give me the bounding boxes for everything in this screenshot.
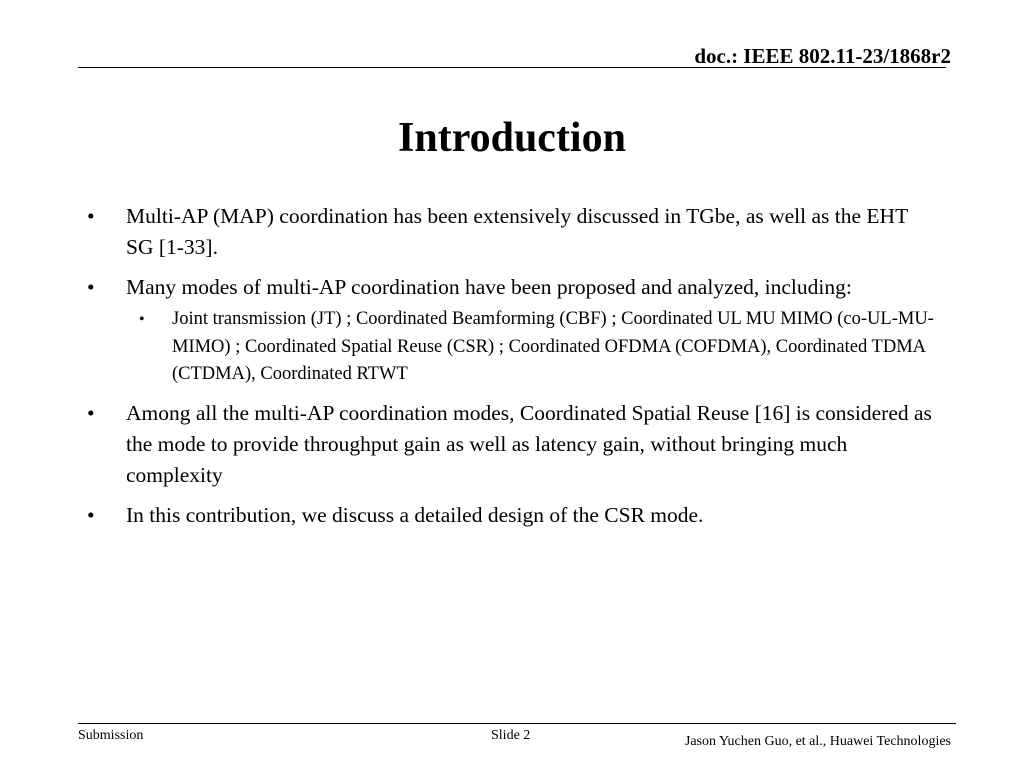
bullet-text: Many modes of multi-AP coordination have been proposed and analyzed, including:: [126, 275, 852, 299]
bullet-item: [84, 398, 940, 491]
footer-author: Jason Yuchen Guo, et al., Huawei Technologies: [684, 734, 951, 749]
bullet-item: [84, 272, 940, 389]
header-divider: [78, 67, 946, 68]
document-reference: doc.: IEEE 802.11-23/1868r2: [694, 44, 951, 68]
sub-bullet-item: [126, 306, 940, 389]
bullet-text: In this contribution, we discuss a detailed design of the CSR mode.: [126, 502, 704, 527]
bullet-marker-icon: •: [87, 204, 95, 228]
footer-divider: [78, 723, 956, 724]
sub-bullet-list: [126, 306, 940, 389]
bullet-marker-icon: •: [87, 275, 95, 299]
bullet-text: Multi-AP (MAP) coordination has been extensively discussed in TGbe, as well as the EHT SG [1-33].: [126, 204, 908, 259]
bullet-list: [84, 201, 940, 540]
bullet-item: [84, 500, 940, 531]
bullet-item: [84, 201, 940, 263]
bullet-text: Among all the multi-AP coordination modes, Coordinated Spatial Reuse [16] is considered as the mode to provide throughput gain as well as latency gain, without bringing much complexity: [126, 400, 932, 487]
footer-submission: Submission: [78, 728, 144, 743]
slide-title: Introduction: [398, 115, 626, 161]
footer-slide-number: Slide 2: [491, 728, 531, 743]
sub-bullet-marker-icon: •: [139, 311, 145, 328]
bullet-marker-icon: •: [87, 400, 95, 425]
sub-bullet-text: Joint transmission (JT) ; Coordinated Beamforming (CBF) ; Coordinated UL MU MIMO (co-UL-MU-MIMO) ; Coordinated Spatial Reuse (CSR) ; Coordinated OFDMA (COFDMA), Coordinated TDMA (CTDMA), Coordinated RTWT: [172, 309, 934, 384]
bullet-marker-icon: •: [87, 502, 95, 527]
